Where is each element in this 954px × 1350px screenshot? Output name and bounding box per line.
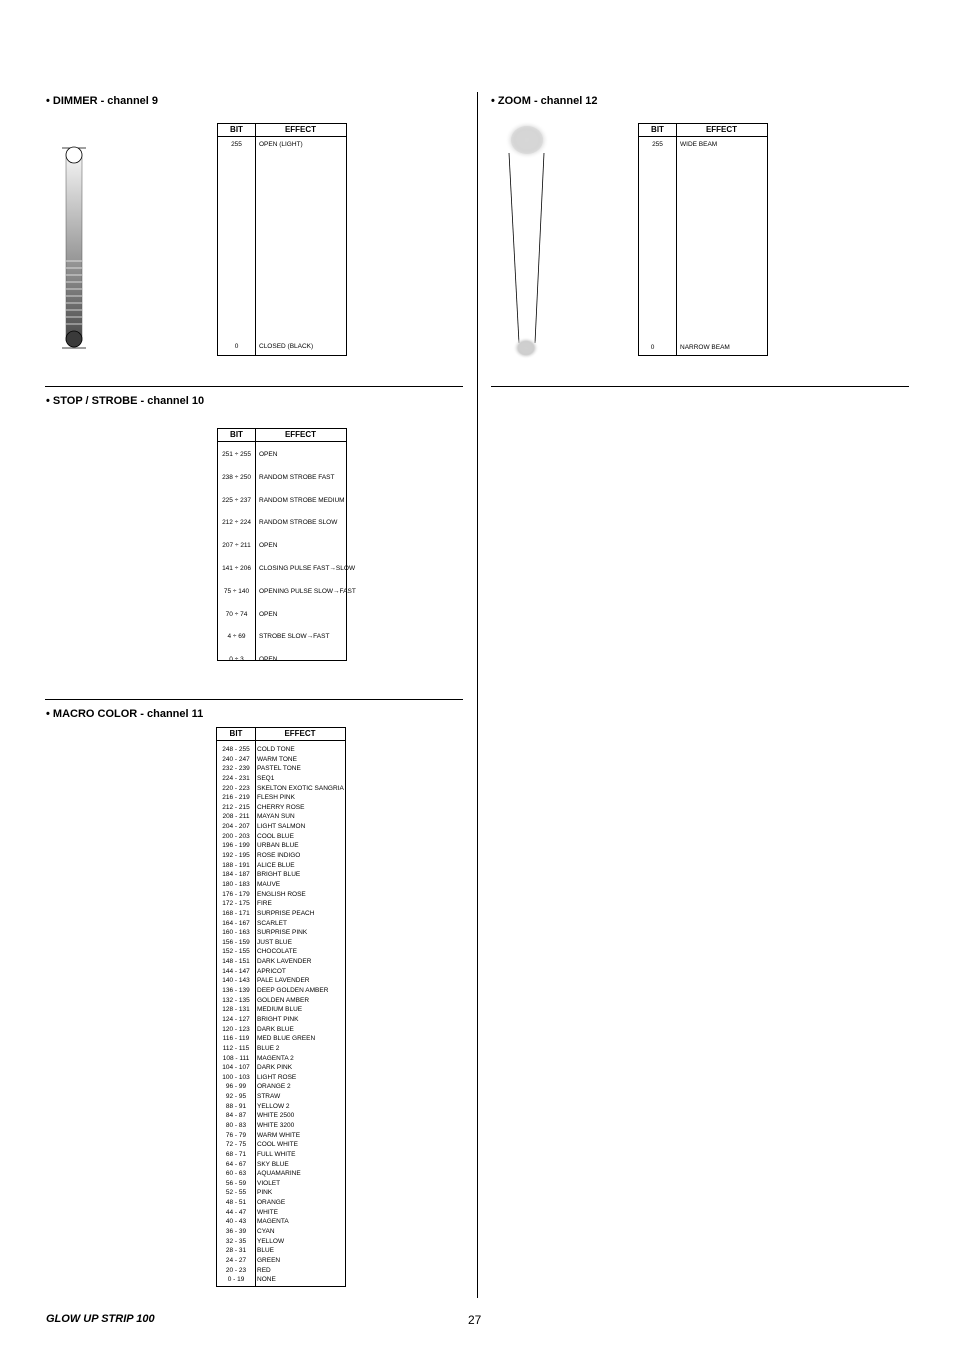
table-header	[218, 429, 346, 442]
effect-cell: OPEN	[259, 656, 278, 664]
table-row	[217, 1054, 345, 1064]
bit-cell: 96 - 99	[225, 1083, 247, 1091]
effect-cell: SEQ1	[257, 774, 275, 782]
bit-cell: 128 - 131	[222, 1006, 250, 1014]
effect-cell: LIGHT ROSE	[257, 1073, 297, 1081]
bit-cell: 116 - 119	[222, 1035, 250, 1043]
effect-cell: OPEN (LIGHT)	[259, 141, 303, 148]
bit-cell: 120 - 123	[222, 1025, 250, 1033]
effect-cell: CLOSED (BLACK)	[259, 343, 314, 350]
bit-cell: 104 - 107	[222, 1064, 250, 1072]
effect-cell: ALICE BLUE	[257, 861, 295, 869]
effect-cell: RED	[257, 1266, 271, 1274]
effect-cell: MAGENTA	[257, 1218, 289, 1226]
bit-cell: 64 - 67	[225, 1160, 247, 1168]
bit-cell: 180 - 183	[222, 880, 250, 888]
effect-cell: URBAN BLUE	[257, 842, 299, 850]
effect-cell: CYAN	[257, 1228, 275, 1236]
bit-cell: 251 ÷ 255	[222, 451, 251, 458]
bit-cell: 84 - 87	[225, 1112, 247, 1120]
bit-cell: 60 - 63	[225, 1170, 247, 1178]
bit-cell: 70 ÷ 74	[225, 610, 248, 618]
bit-header: BIT	[230, 430, 243, 439]
table-row	[217, 774, 345, 784]
table-header	[218, 124, 346, 137]
effect-cell: STRAW	[257, 1093, 281, 1101]
effect-cell: DARK PINK	[257, 1064, 293, 1072]
bit-cell: 108 - 111	[222, 1054, 250, 1062]
table-row	[217, 793, 345, 803]
bit-header: BIT	[229, 729, 243, 738]
zoom-table	[638, 123, 768, 356]
bit-cell: 204 - 207	[222, 823, 250, 831]
section-divider-2	[45, 699, 463, 700]
effect-cell: OPENING PULSE SLOW→FAST	[259, 587, 356, 595]
bit-cell: 72 - 75	[225, 1141, 247, 1149]
table-row	[218, 626, 346, 649]
effect-header: EFFECT	[284, 125, 317, 134]
bit-cell: 238 ÷ 250	[222, 473, 251, 481]
effect-cell: OPEN	[259, 542, 278, 550]
bit-cell: 220 - 223	[222, 784, 250, 792]
table-header	[217, 728, 345, 741]
bit-cell: 92 - 95	[225, 1093, 247, 1101]
table-row	[217, 1005, 345, 1015]
table-row	[217, 957, 345, 967]
strobe-title: • STOP / STROBE - channel 10	[46, 395, 205, 407]
dimmer-title: • DIMMER - channel 9	[46, 95, 159, 107]
table-row	[217, 947, 345, 957]
bit-header: BIT	[230, 125, 243, 134]
effect-cell: RANDOM STROBE FAST	[259, 473, 335, 481]
table-row	[217, 1102, 345, 1112]
table-row	[217, 986, 345, 996]
table-row	[217, 1237, 345, 1247]
bit-cell: 88 - 91	[225, 1102, 247, 1110]
bit-cell: 172 - 175	[222, 900, 250, 908]
bit-cell: 68 - 71	[225, 1150, 247, 1158]
effect-cell: PALE LAVENDER	[257, 977, 310, 985]
bit-cell: 0 ÷ 3	[229, 656, 244, 664]
effect-cell: WARM TONE	[257, 755, 297, 763]
effect-header: EFFECT	[705, 125, 738, 134]
bit-cell: 255	[231, 141, 242, 148]
bit-cell: 0	[650, 344, 655, 351]
bit-cell: 48 - 51	[225, 1199, 247, 1207]
macro-rows	[217, 745, 345, 1285]
table-row	[217, 1160, 345, 1170]
bit-cell: 136 - 139	[222, 987, 250, 995]
table-row	[217, 861, 345, 871]
table-row	[217, 919, 345, 929]
table-row	[218, 649, 346, 672]
bit-cell: 225 ÷ 237	[222, 496, 251, 504]
bit-cell: 164 - 167	[222, 919, 250, 927]
effect-cell: WHITE 2500	[257, 1112, 295, 1120]
bit-cell: 207 ÷ 211	[222, 542, 251, 550]
effect-cell: PASTEL TONE	[257, 765, 301, 773]
table-row	[218, 444, 346, 467]
table-row	[218, 490, 346, 513]
effect-cell: FIRE	[257, 900, 272, 908]
table-row	[217, 909, 345, 919]
effect-header: EFFECT	[284, 729, 316, 738]
effect-cell: SKY BLUE	[257, 1160, 289, 1168]
table-row	[217, 1025, 345, 1035]
effect-cell: GOLDEN AMBER	[257, 996, 310, 1004]
bit-cell: 0	[234, 343, 239, 350]
effect-cell: OPEN	[259, 610, 278, 618]
table-header	[639, 124, 767, 137]
effect-cell: MAUVE	[257, 880, 281, 888]
table-row	[217, 1217, 345, 1227]
table-row	[217, 996, 345, 1006]
bit-cell: 75 ÷ 140	[223, 587, 250, 595]
effect-cell: PINK	[257, 1189, 273, 1197]
bit-cell: 140 - 143	[222, 977, 250, 985]
bit-cell: 176 - 179	[222, 890, 250, 898]
table-row	[217, 880, 345, 890]
table-row	[217, 967, 345, 977]
effect-cell: ENGLISH ROSE	[257, 890, 306, 898]
effect-cell: WARM WHITE	[257, 1131, 301, 1139]
table-row	[217, 1044, 345, 1054]
table-row	[217, 1111, 345, 1121]
bit-cell: 141 ÷ 206	[222, 564, 251, 572]
bit-cell: 232 - 239	[222, 765, 250, 773]
table-row	[217, 1073, 345, 1083]
table-row	[217, 1188, 345, 1198]
effect-cell: DARK BLUE	[257, 1025, 294, 1033]
zoom-beam-illustration	[500, 118, 555, 363]
effect-cell: FULL WHITE	[257, 1150, 296, 1158]
effect-cell: FLESH PINK	[257, 794, 295, 802]
column-divider	[477, 92, 478, 1298]
effect-cell: GREEN	[257, 1256, 281, 1264]
table-row	[217, 1179, 345, 1189]
effect-cell: ORANGE 2	[257, 1083, 291, 1091]
table-row	[217, 899, 345, 909]
bit-cell: 40 - 43	[225, 1218, 247, 1226]
table-row	[217, 870, 345, 880]
bit-cell: 196 - 199	[222, 842, 250, 850]
table-row	[217, 938, 345, 948]
bit-cell: 56 - 59	[225, 1179, 247, 1187]
effect-cell: STROBE SLOW→FAST	[259, 633, 330, 641]
bit-cell: 20 - 23	[225, 1266, 247, 1274]
table-row	[217, 755, 345, 765]
effect-cell: MEDIUM BLUE	[257, 1006, 303, 1014]
product-name: GLOW UP STRIP 100	[46, 1313, 155, 1325]
table-row	[217, 1140, 345, 1150]
section-divider-zoom	[491, 386, 909, 387]
bit-cell: 44 - 47	[225, 1208, 247, 1216]
effect-cell: COOL BLUE	[257, 832, 294, 840]
bit-cell: 80 - 83	[225, 1121, 247, 1129]
table-row	[217, 803, 345, 813]
bit-cell: 52 - 55	[225, 1189, 247, 1197]
macro-title: • MACRO COLOR - channel 11	[46, 708, 204, 720]
zoom-title: • ZOOM - channel 12	[491, 95, 598, 107]
table-row	[218, 604, 346, 627]
effect-cell: BRIGHT PINK	[257, 1015, 299, 1023]
effect-cell: AQUAMARINE	[257, 1170, 301, 1178]
effect-cell: SURPRISE PINK	[257, 929, 308, 937]
bit-cell: 248 - 255	[222, 746, 250, 753]
table-row	[217, 1082, 345, 1092]
bit-cell: 144 - 147	[222, 967, 250, 975]
bit-cell: 132 - 135	[222, 996, 250, 1004]
table-row	[217, 822, 345, 832]
dimmer-table	[217, 123, 347, 356]
table-row	[217, 764, 345, 774]
table-row	[217, 851, 345, 861]
effect-cell: WHITE	[257, 1208, 278, 1216]
bit-cell: 36 - 39	[225, 1228, 247, 1236]
bit-header: BIT	[651, 125, 664, 134]
table-row	[217, 1246, 345, 1256]
table-row	[217, 1275, 345, 1285]
bit-cell: 212 - 215	[222, 803, 250, 811]
strobe-rows	[218, 444, 356, 672]
section-divider-1	[45, 386, 463, 387]
page-number: 27	[468, 1313, 482, 1327]
table-row	[217, 812, 345, 822]
table-row	[217, 832, 345, 842]
bit-cell: 200 - 203	[222, 832, 250, 840]
table-row	[217, 1131, 345, 1141]
strobe-table	[217, 428, 356, 664]
table-row	[218, 535, 346, 558]
table-row	[217, 1150, 345, 1160]
effect-cell: YELLOW 2	[257, 1102, 290, 1110]
bit-cell: 148 - 151	[222, 958, 250, 966]
table-row	[217, 1198, 345, 1208]
effect-cell: LIGHT SALMON	[257, 823, 306, 831]
bit-cell: 188 - 191	[222, 861, 250, 869]
bit-cell: 212 ÷ 224	[222, 519, 251, 527]
column-separator	[255, 124, 256, 355]
bit-cell: 32 - 35	[225, 1237, 247, 1245]
table-row	[217, 1063, 345, 1073]
table-row	[217, 1092, 345, 1102]
table-row	[217, 745, 345, 755]
effect-header: EFFECT	[284, 430, 317, 439]
bit-cell: 124 - 127	[222, 1015, 250, 1023]
bit-cell: 208 - 211	[222, 813, 250, 821]
effect-cell: WHITE 3200	[257, 1121, 295, 1129]
table-row	[217, 1227, 345, 1237]
column-separator	[676, 124, 677, 355]
bit-cell: 152 - 155	[222, 948, 250, 956]
bit-cell: 224 - 231	[222, 774, 250, 782]
table-row	[218, 512, 346, 535]
bit-cell: 192 - 195	[222, 852, 250, 860]
table-row	[217, 1208, 345, 1218]
effect-cell: RANDOM STROBE SLOW	[259, 519, 338, 527]
effect-cell: DEEP GOLDEN AMBER	[257, 987, 329, 995]
effect-cell: MED BLUE GREEN	[257, 1035, 316, 1043]
effect-cell: WIDE BEAM	[680, 141, 718, 148]
effect-cell: NONE	[257, 1276, 276, 1284]
bit-cell: 4 ÷ 69	[227, 633, 246, 641]
bit-cell: 112 - 115	[222, 1044, 250, 1052]
effect-cell: CHERRY ROSE	[257, 803, 305, 811]
effect-cell: JUST BLUE	[257, 938, 292, 946]
dimmer-gradient-illustration	[58, 143, 90, 351]
bit-cell: 184 - 187	[222, 871, 250, 879]
bit-cell: 255	[652, 141, 663, 148]
effect-cell: COLD TONE	[257, 746, 295, 753]
effect-cell: BLUE 2	[257, 1044, 280, 1052]
bit-cell: 24 - 27	[225, 1256, 247, 1264]
effect-cell: DARK LAVENDER	[257, 958, 312, 966]
bit-cell: 28 - 31	[225, 1247, 247, 1255]
effect-cell: NARROW BEAM	[680, 344, 730, 351]
effect-cell: RANDOM STROBE MEDIUM	[259, 496, 345, 504]
effect-cell: SURPRISE PEACH	[257, 909, 315, 917]
bit-cell: 0 - 19	[227, 1276, 245, 1284]
table-row	[217, 1034, 345, 1044]
macro-color-table	[216, 727, 346, 1287]
table-row	[217, 784, 345, 794]
table-row	[217, 1121, 345, 1131]
effect-cell: OPEN	[259, 451, 278, 458]
bit-cell: 76 - 79	[225, 1131, 247, 1139]
effect-cell: ROSE INDIGO	[257, 852, 301, 860]
table-row	[218, 467, 346, 490]
effect-cell: BLUE	[257, 1247, 274, 1255]
effect-cell: MAGENTA 2	[257, 1054, 294, 1062]
effect-cell: YELLOW	[257, 1237, 285, 1245]
bit-cell: 240 - 247	[222, 755, 250, 763]
bit-cell: 216 - 219	[222, 794, 250, 802]
table-row	[217, 1169, 345, 1179]
table-row	[217, 841, 345, 851]
bit-cell: 168 - 171	[222, 909, 250, 917]
bit-cell: 160 - 163	[222, 929, 250, 937]
effect-cell: SCARLET	[257, 919, 287, 927]
table-row	[218, 581, 356, 604]
effect-cell: APRICOT	[257, 967, 286, 975]
effect-cell: MAYAN SUN	[257, 813, 295, 821]
bit-cell: 100 - 103	[222, 1073, 250, 1081]
table-row	[217, 1266, 345, 1276]
bit-cell: 156 - 159	[222, 938, 250, 946]
effect-cell: VIOLET	[257, 1179, 281, 1187]
effect-cell: COOL WHITE	[257, 1141, 298, 1149]
effect-cell: CHOCOLATE	[257, 948, 297, 956]
effect-cell: CLOSING PULSE FAST→SLOW	[259, 564, 356, 572]
table-row	[217, 890, 345, 900]
table-row	[217, 1015, 345, 1025]
table-row	[218, 558, 356, 581]
table-row	[217, 928, 345, 938]
effect-cell: SKELTON EXOTIC SANGRIA	[257, 784, 344, 792]
table-row	[217, 1256, 345, 1266]
effect-cell: ORANGE	[257, 1199, 286, 1207]
table-row	[217, 976, 345, 986]
effect-cell: BRIGHT BLUE	[257, 871, 301, 879]
